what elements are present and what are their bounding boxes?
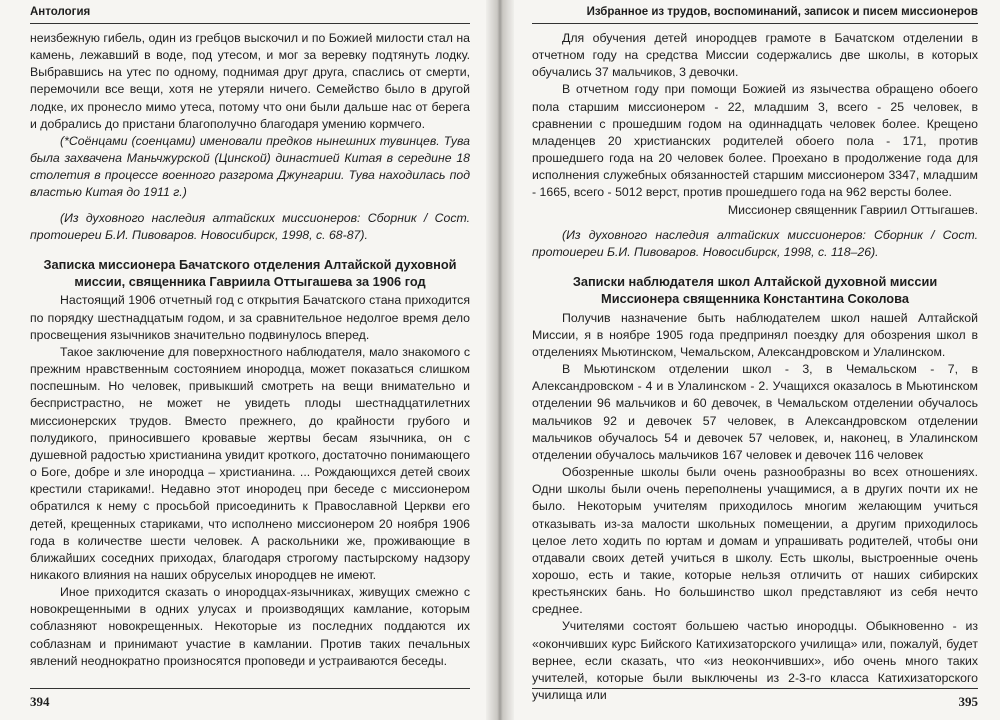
left-page <box>0 0 492 720</box>
right-section-heading: Записки наблюдателя школ Алтайской духовной миссии Миссионера священника Константина Соколова <box>572 274 938 307</box>
left-paragraph-1: неизбежную гибель, один из гребцов выскочил и по Божией милости стал на камень, лежавший в воде, под утесом, и мог за веревку подтянуть лодку. Выбравшись на утес по одному, поднимая друг друга, спаслись от смерти, перемочили все вещи, хотя не утеряли ничего. Семейство было в другой лодке, их пронесло мимо утеса, потому что они были дальше нас от берега и добрались до пристани благополучно благодаря умению кормчего. <box>30 31 470 131</box>
right-page-number: 395 <box>958 694 978 709</box>
right-source-citation: (Из духовного наследия алтайских миссионеров: Сборник / Сост. протоиереи Б.И. Пивоваров. Новосибирск, 1998, с. 118–26). <box>532 227 978 259</box>
left-text-block <box>30 30 470 670</box>
right-paragraph-3: Получив назначение быть наблюдателем школ нашей Алтайской Миссии, я в ноябре 1905 года предпринял поездку для обозрения школ в отделениях Мьютинском, Чемальском, Александровском и Улалинском. <box>532 310 978 359</box>
left-paragraph-2: Настоящий 1906 отчетный год с открытия Бачатского стана приходится по порядку шестнадцатым годом, и за сравнительное недолгое время дело просвещения язычников значительно подвинулось вперед. <box>30 293 470 342</box>
right-running-head: Избранное из трудов, воспоминаний, записок и писем миссионеров <box>586 6 978 18</box>
left-section-heading: Записка миссионера Бачатского отделения Алтайской духовной миссии, священника Гавриила Оттыгашева за 1906 год <box>43 256 457 290</box>
left-source-citation: (Из духовного наследия алтайских миссионеров: Сборник / Сост. протоиереи Б.И. Пивоваров. Новосибирск, 1998, с. 68-87). <box>30 210 470 242</box>
right-paragraph-4: В Мьютинском отделении школ - 3, в Чемальском - 7, в Александровском - 4 и в Улалинском - 2. Учащихся оказалось в Мьютинском отделении 96 мальчиков и 60 девочек, в Чемальском отделении обучалось мальчиков 92 и девочек 57 человек, в Александровском отделении мальчиков обучалось 54 и девочек 57 человек, и, наконец, в Улалинском отделении обучалось мальчиков 167 человек и девочек 116 человек <box>532 362 978 462</box>
right-signature: Миссионер священник Гавриил Оттыгашев. <box>727 202 978 217</box>
left-footnote: (*Соёнцами (соенцами) именовали предков нынешних тувинцев. Тува была захвачена Маньчжурской (Цинской) династией Китая в середине 18 столетия в процессе военного разгрома Джунгарии. Тува находилась под властью Китая до 1911 г.) <box>30 133 470 200</box>
right-paragraph-2: В отчетном году при помощи Божией из язычества обращено обоего пола старшим миссионером - 22, младшим 3, всего - 25 человек, в сравнении с прошедшим годом на одиннадцать человек более. Крещено младенцев 20 христианских родителей обоего пола - 171, против прошедшего года на 20 человек более. Проехано в продолжение года для исполнения служебных обязанностей старшим миссионером 3347, младшим - 1665, всего - 5012 верст, против прошедшего года на 962 версты более. <box>532 82 978 200</box>
left-paragraph-3: Такое заключение для поверхностного наблюдателя, мало знакомого с прежним нравственным состоянием инородца, может показаться слишком поспешным. Но человек, привыкший смотреть на вещи внимательно и беспристрастно, не может не увидеть плоды шестнадцатилетних миссионерских трудов. Вместо прежнего, до крайности грубого и полудикого, приносившего кровавые жертвы бесам язычника, он с душевной радостью христианина увидит кроткого, достаточно понимающего о Боге, добре и зле инородца – христианина. ... Рождающихся детей своих крестили стариками!. Недавно этот инородец при беседе с миссионером обратился к нему с просьбой присоединить к Православной Церкви его детей, крещенных стариками, что исполнено миссионером 20 ноября 1906 года в количестве шести человек. А раскольники же, проживающие в ближайших соседних приходах, благодаря строгому пастырскому надзору никакого влияния на наших обруселых инородцев не имеют. <box>30 344 470 582</box>
left-page-number: 394 <box>30 694 50 709</box>
left-header-rule <box>30 23 470 24</box>
left-paragraph-4: Иное приходится сказать о инородцах-язычниках, живущих смежно с новокрещенными в одних улусах и производящих камлание, которым соблазняют новокрещенных. Некоторые из последних поддаются их соблазнам и принимают участие в камлании. Против таких печальных явлений неоднократно произносятся проповеди и устраиваются беседы. <box>30 585 470 668</box>
right-page <box>508 0 1000 720</box>
right-paragraph-1: Для обучения детей инородцев грамоте в Бачатском отделении в отчетном году на средства Миссии содержались две школы, в которых обучались 37 мальчиков, 3 девочки. <box>532 31 978 80</box>
left-footer-rule <box>30 688 470 689</box>
right-footer-rule <box>532 688 978 689</box>
right-paragraph-5: Обозренные школы были очень разнообразны во всех отношениях. Одни школы были очень переполнены учащимися, а в других почти их не было. Некоторым учителям приходилось многим желающим учиться отказывать из-за малости школьных помещении, а другим приходилось целое лето ходить по юртам и домам и упрашивать родителей, чтобы они отдавали своих детей учиться в школу. Есть школы, выстроенные очень хорошо, есть и такие, которые нельзя отличить от наших сибирских крестьянских бань. Но большинство школ представляют из себя нечто среднее. <box>532 465 978 617</box>
right-paragraph-6: Учителями состоят большею частью инородцы. Обыкновенно - из «окончивших курс Бийского Катихизаторского училища» или, пожалуй, будет вернее, если сказать, что «из неокончивших», ибо очень много таких учителей, которые были выключены из 2-3-го класса Катихизаторского училища или <box>532 619 978 703</box>
book-gutter <box>486 0 514 720</box>
right-text-block <box>532 30 978 704</box>
left-running-head: Антология <box>30 6 91 18</box>
right-header-rule <box>532 23 978 24</box>
